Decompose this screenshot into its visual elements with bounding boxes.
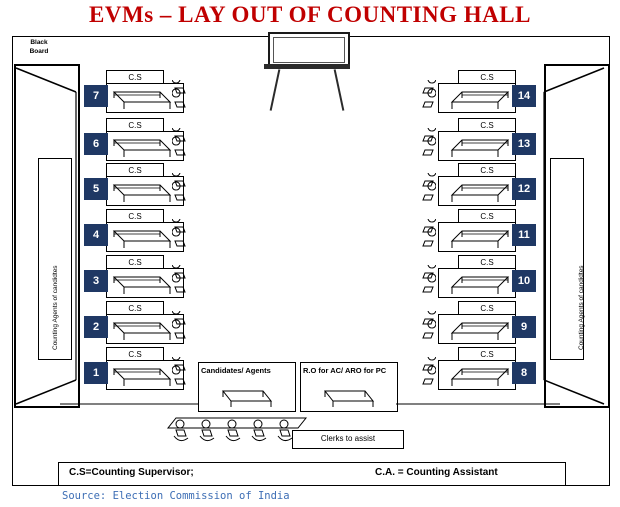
cs-label-13: C.S (458, 118, 516, 134)
counting-table-6[interactable] (92, 118, 196, 160)
table-number-4: 4 (84, 224, 108, 246)
counting-table-10[interactable] (424, 255, 531, 297)
table-number-5: 5 (84, 178, 108, 200)
chairs-icon-3 (172, 265, 192, 295)
legend-box (58, 462, 566, 486)
table-number-8: 8 (512, 362, 536, 384)
cs-label-12: C.S (458, 163, 516, 179)
cs-label-11: C.S (458, 209, 516, 225)
blackboard (268, 32, 350, 68)
cs-label-8: C.S (458, 347, 516, 363)
desk-icon-6 (108, 132, 178, 158)
candidates-agents-label: Candidates/ Agents (201, 366, 271, 375)
counting-table-2[interactable] (92, 301, 196, 343)
chairs-icon-1 (172, 357, 192, 387)
counting-table-8[interactable] (424, 347, 528, 389)
table-number-6: 6 (84, 133, 108, 155)
desk-icon-11 (446, 223, 516, 249)
table-number-10: 10 (512, 270, 536, 292)
desk-icon-ro (319, 385, 381, 409)
desk-icon-3 (108, 269, 178, 295)
chairs-icon-10 (416, 265, 436, 295)
blackboard-label-line2: Board (29, 48, 49, 55)
table-number-7: 7 (84, 85, 108, 107)
cs-label-6: C.S (106, 118, 164, 134)
desk-icon-candidates (217, 385, 279, 409)
desk-icon-9 (446, 315, 516, 341)
chairs-icon-5 (172, 173, 192, 203)
candidates-agents-box[interactable] (198, 362, 296, 412)
chairs-icon-8 (416, 357, 436, 387)
chairs-icon-4 (172, 219, 192, 249)
desk-icon-2 (108, 315, 178, 341)
blackboard-base (264, 64, 350, 69)
desk-icon-8 (446, 361, 516, 387)
chairs-icon-12 (416, 173, 436, 203)
cs-label-5: C.S (106, 163, 164, 179)
blackboard-inner (273, 37, 345, 63)
ro-aro-box[interactable] (300, 362, 398, 412)
chairs-icon-11 (416, 219, 436, 249)
ro-aro-label: R.O for AC/ ARO for PC (303, 366, 387, 375)
blackboard-label-line1: Black (30, 39, 48, 46)
table-number-12: 12 (512, 178, 536, 200)
right-agents-label: Counting Agents of candidtes (578, 265, 585, 350)
chairs-icon-2 (172, 311, 192, 341)
page-title: EVMs – LAY OUT OF COUNTING HALL (89, 2, 531, 27)
table-number-13: 13 (512, 133, 536, 155)
left-agents-label: Counting Agents of candidtes (52, 265, 59, 350)
cs-label-3: C.S (106, 255, 164, 271)
desk-icon-4 (108, 223, 178, 249)
desk-icon-13 (446, 132, 516, 158)
table-number-11: 11 (512, 224, 536, 246)
desk-icon-5 (108, 177, 178, 203)
cs-label-1: C.S (106, 347, 164, 363)
legend-cs: C.S=Counting Supervisor; (69, 467, 194, 478)
cs-label-10: C.S (458, 255, 516, 271)
chairs-icon-14 (416, 80, 436, 110)
counting-table-3[interactable] (92, 255, 196, 297)
counting-table-14[interactable] (424, 70, 531, 112)
desk-icon-10 (446, 269, 516, 295)
counting-table-9[interactable] (424, 301, 528, 343)
counting-table-11[interactable] (424, 209, 530, 251)
table-number-9: 9 (512, 316, 536, 338)
counting-table-1[interactable] (92, 347, 196, 389)
counting-table-13[interactable] (424, 118, 531, 160)
cs-label-14: C.S (458, 70, 516, 86)
counting-table-5[interactable] (92, 163, 196, 205)
cs-label-2: C.S (106, 301, 164, 317)
chairs-icon-13 (416, 128, 436, 158)
source-caption: Source: Election Commission of India (62, 490, 290, 502)
desk-icon-1 (108, 361, 178, 387)
cs-label-4: C.S (106, 209, 164, 225)
table-number-2: 2 (84, 316, 108, 338)
clerks-to-assist-box[interactable]: Clerks to assist (292, 430, 404, 449)
chairs-icon-7 (172, 80, 192, 110)
counting-table-4[interactable] (92, 209, 196, 251)
counting-table-7[interactable] (92, 70, 196, 112)
counting-table-12[interactable] (424, 163, 531, 205)
desk-icon-12 (446, 177, 516, 203)
chairs-icon-6 (172, 128, 192, 158)
cs-label-9: C.S (458, 301, 516, 317)
chairs-icon-9 (416, 311, 436, 341)
cs-label-7: C.S (106, 70, 164, 86)
table-number-1: 1 (84, 362, 108, 384)
desk-icon-14 (446, 84, 516, 110)
desk-icon-7 (108, 84, 178, 110)
table-number-14: 14 (512, 85, 536, 107)
table-number-3: 3 (84, 270, 108, 292)
legend-ca: C.A. = Counting Assistant (375, 467, 498, 478)
